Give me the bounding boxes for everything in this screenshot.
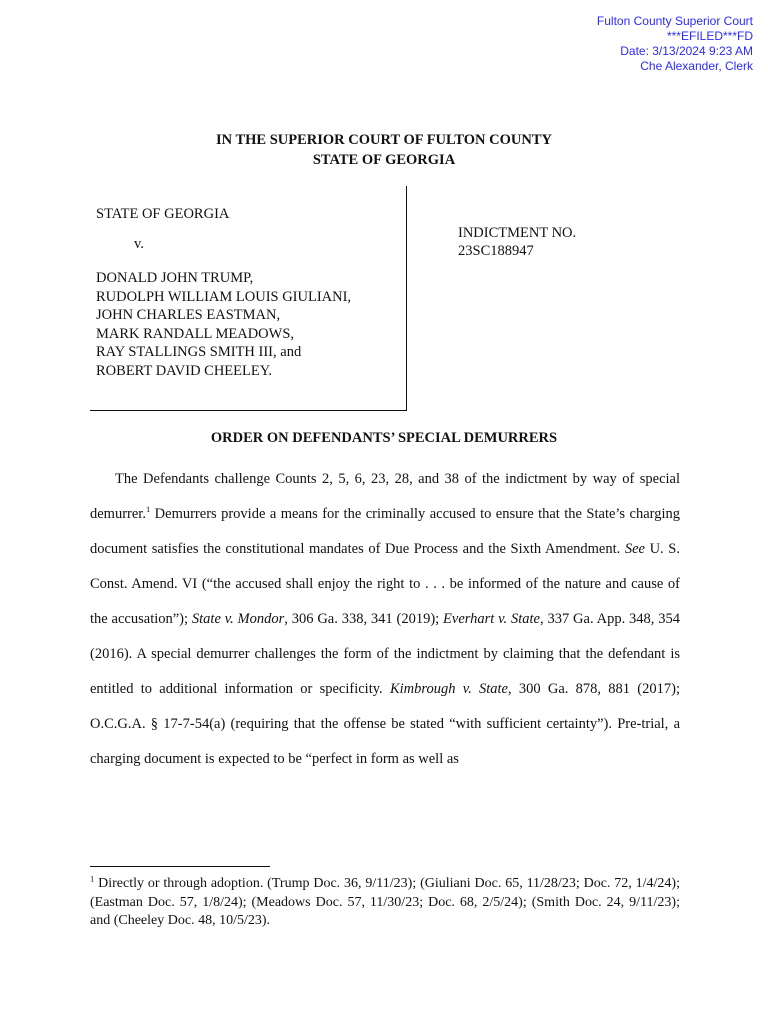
text-run: Demurrers provide a means for the criminally accused to ensure that the State’s charging document satisfies the constitutional mandates of Due Process and the Sixth Amendment.	[90, 506, 680, 557]
case-citation: Everhart v. State	[443, 611, 540, 627]
text-run: , 306 Ga. 338, 341 (2019);	[284, 611, 444, 627]
court-header-line2: STATE OF GEORGIA	[312, 152, 456, 168]
case-citation: Kimbrough v. State	[389, 681, 508, 697]
footnote	[90, 875, 680, 931]
efiling-stamp	[493, 14, 753, 74]
stamp-clerk: Che Alexander, Clerk	[640, 59, 753, 73]
caption-vertical-divider	[406, 186, 407, 411]
defendant-name: RAY STALLINGS SMITH III, and	[96, 344, 302, 360]
text-run: U. S. Const. Amend. VI (“the accused shall enjoy the right to . . . be informed of the nature and cause of the accusation”);	[90, 541, 680, 627]
court-header-line1: IN THE SUPERIOR COURT OF FULTON COUNTY	[215, 132, 552, 148]
defendant-name: MARK RANDALL MEADOWS,	[96, 325, 295, 342]
defendant-name: JOHN CHARLES EASTMAN,	[96, 307, 281, 323]
footnote-divider	[90, 866, 270, 867]
stamp-date: Date: 3/13/2024 9:23 AM	[620, 44, 753, 58]
body-paragraph	[90, 462, 680, 777]
caption-horizontal-divider	[90, 410, 407, 411]
stamp-court: Fulton County Superior Court	[596, 14, 753, 28]
versus: v.	[134, 235, 144, 252]
footnote-number: 1	[90, 873, 95, 884]
footnote-ref: 1	[145, 504, 151, 515]
indictment-label: INDICTMENT NO.	[458, 225, 577, 241]
defendant-name: DONALD JOHN TRUMP,	[96, 270, 254, 286]
defendant-list	[96, 269, 396, 380]
text-run: The Defendants challenge Counts 2, 5, 6, 23, 28, and 38 of the indictment by way of special demurrer.	[90, 471, 680, 522]
text-run: , 300 Ga. 878, 881 (2017); O.C.G.A. § 17-7-54(a) (requiring that the offense be stated “with sufficient certainty”). Pre-trial, a charging document is expected to be “perfect in form as well as	[90, 681, 680, 767]
court-header	[0, 130, 768, 170]
stamp-status: ***EFILED***FD	[666, 29, 753, 43]
footnote-text: Directly or through adoption. (Trump Doc. 36, 9/11/23); (Giuliani Doc. 65, 11/28/23; Doc. 72, 1/4/24); (Eastman Doc. 57, 1/8/24); (Meadows Doc. 57, 11/30/23; Doc. 68, 2/5/24); (Smith Doc. 24, 9/11/23); and (Cheeley Doc. 48, 10/5/23).	[90, 876, 680, 928]
indictment-number: 23SC188947	[458, 243, 534, 259]
text-run: , 337 Ga. App. 348, 354 (2016). A special demurrer challenges the form of the indictment by claiming that the defendant is entitled to additional information or specificity.	[90, 611, 681, 697]
order-title: ORDER ON DEFENDANTS’ SPECIAL DEMURRERS	[210, 430, 558, 446]
case-caption-parties	[96, 205, 396, 380]
defendant-name: RUDOLPH WILLIAM LOUIS GIULIANI,	[96, 288, 352, 305]
indictment-info	[458, 224, 708, 260]
plaintiff: STATE OF GEORGIA	[96, 206, 230, 222]
defendant-name: ROBERT DAVID CHEELEY.	[96, 362, 272, 379]
case-citation: State v. Mondor	[191, 611, 285, 627]
signal-see: See	[624, 541, 645, 557]
paragraph-1	[90, 462, 680, 777]
